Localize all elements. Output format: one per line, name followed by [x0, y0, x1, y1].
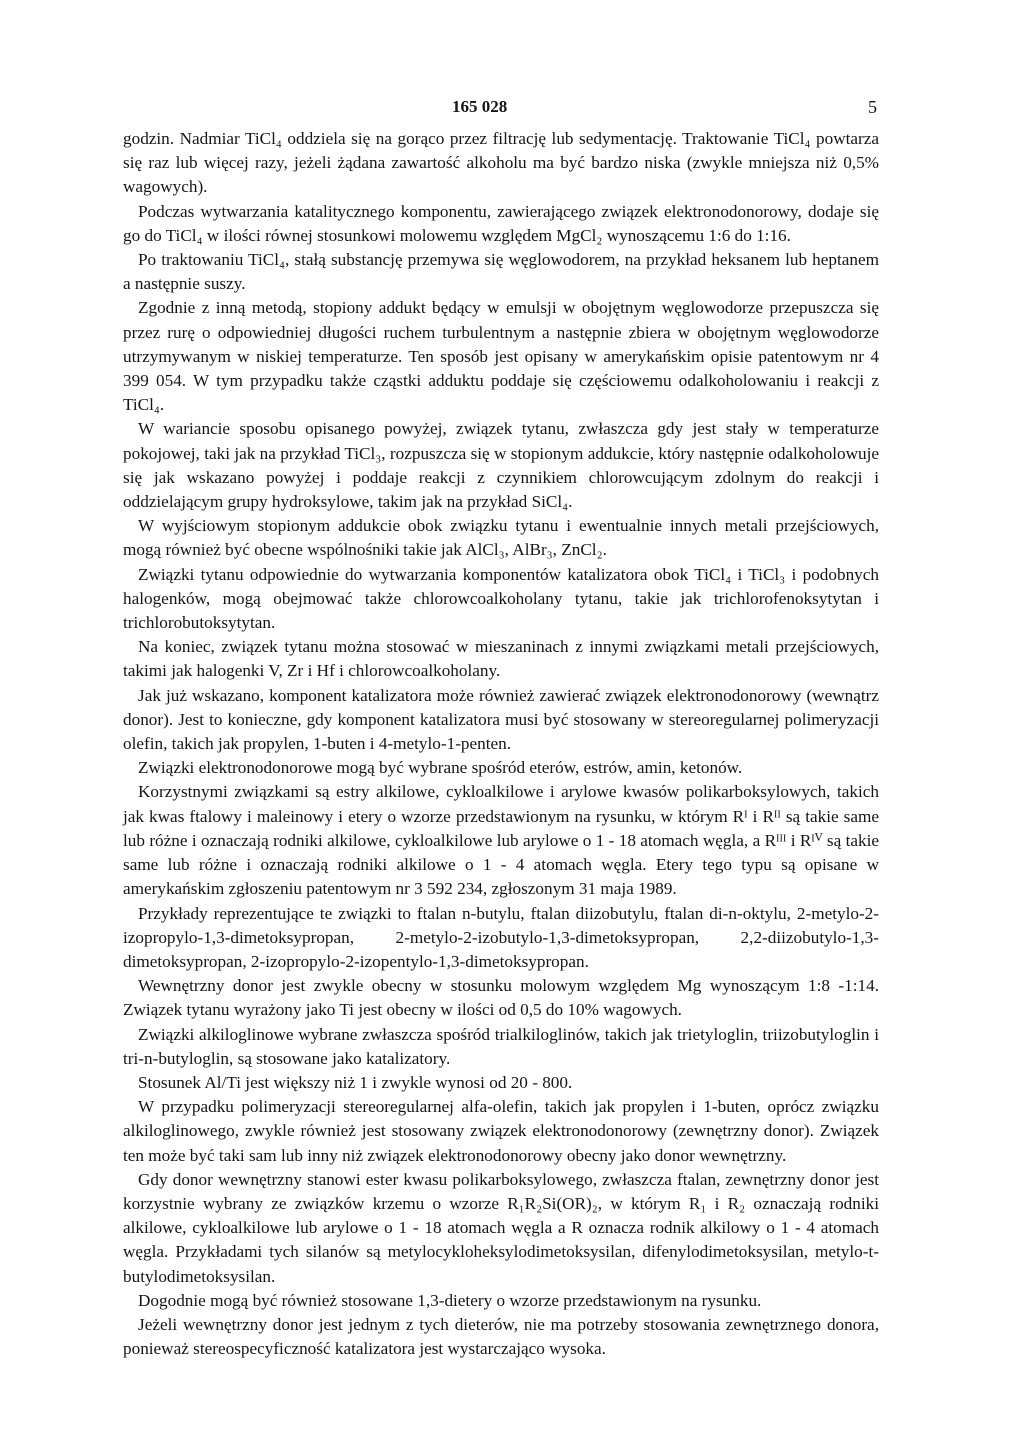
patent-number: 165 028: [452, 97, 508, 116]
paragraph: Zgodnie z inną metodą, stopiony addukt będący w emulsji w obojętnym węglowodorze przepuszcza się przez rurę o odpowiedniej długości ruchem turbulentnym a następnie zbiera w obojętnym węglowodorze utrzymywanym w niskiej temperaturze. Ten sposób jest opisany w amerykańskim opisie patentowym nr 4 399 054. W tym przypadku także cząstki adduktu poddaje się częściowemu odalkoholowaniu i reakcji z TiCl₄.: [123, 298, 879, 415]
paragraph: Gdy donor wewnętrzny stanowi ester kwasu polikarboksylowego, zwłaszcza ftalan, zewnętrzny donor jest korzystnie wybrany ze związków krzemu o wzorze R₁R₂Si(OR)₂, w którym R₁ i R₂ oznaczają rodniki alkilowe, cykloalkilowe lub arylowe o 1 - 18 atomach węgla a R oznacza rodnik alkilowy o 1 - 4 atomach węgla. Przykładami tych silanów są metylocykloheksylodimetoksysilan, difenylodimetoksysilan, metylo-t-butylodimetoksysilan.: [123, 1169, 879, 1286]
paragraph: Stosunek Al/Ti jest większy niż 1 i zwykle wynosi od 20 - 800.: [138, 1072, 573, 1092]
page-header: [0, 97, 1024, 121]
paragraph: godzin. Nadmiar TiCl₄ oddziela się na gorąco przez filtrację lub sedymentację. Traktowanie TiCl₄ powtarza się raz lub więcej razy, jeżeli żądana zawartość alkoholu ma być bardzo niska (zwykle mniejsza niż 0,5% wagowych).: [123, 129, 879, 197]
paragraph: Jak już wskazano, komponent katalizatora może również zawierać związek elektronodonorowy (wewnątrz donor). Jest to konieczne, gdy komponent katalizatora musi być stosowany w stereoregularnej polimeryzacji olefin, takich jak propylen, 1-buten i 4-metylo-1-penten.: [123, 685, 879, 754]
paragraph: Korzystnymi związkami są estry alkilowe, cykloalkilowe i arylowe kwasów polikarboksylowych, takich jak kwas ftalowy i maleinowy i etery o wzorze przedstawionym na rysunku, w którym Rᴵ i Rᴵᴵ są takie same lub różne i oznaczają rodniki alkilowe, cykloalkilowe lub arylowe o 1 - 18 atomach węgla, a Rᴵᴵᴵ i Rᴵⱽ są takie same lub różne i oznaczają rodniki alkilowe o 1 - 4 atomach węgla. Etery tego typu są opisane w amerykańskim zgłoszeniu patentowym nr 3 592 234, zgłoszonym 31 maja 1989.: [123, 782, 879, 899]
paragraph: Po traktowaniu TiCl₄, stałą substancję przemywa się węglowodorem, na przykład heksanem lub heptanem a następnie suszy.: [123, 250, 879, 294]
paragraph: W wyjściowym stopionym addukcie obok związku tytanu i ewentualnie innych metali przejściowych, mogą również być obecne wspólnośniki takie jak AlCl₃, AlBr₃, ZnCl₂.: [123, 516, 879, 560]
paragraph: Wewnętrzny donor jest zwykle obecny w stosunku molowym względem Mg wynoszącym 1:8 -1:14. Związek tytanu wyrażony jako Ti jest obecny w ilości od 0,5 do 10% wagowych.: [123, 976, 879, 1020]
paragraph: Związki elektronodonorowe mogą być wybrane spośród eterów, estrów, amin, ketonów.: [138, 758, 743, 778]
paragraph: Na koniec, związek tytanu można stosować w mieszaninach z innymi związkami metali przejściowych, takimi jak halogenki V, Zr i Hf i chlorowcoalkoholany.: [123, 637, 879, 681]
paragraph: W wariancie sposobu opisanego powyżej, związek tytanu, zwłaszcza gdy jest stały w temperaturze pokojowej, taki jak na przykład TiCl₃, rozpuszcza się w stopionym addukcie, który następnie odalkoholowuje się jak wskazano powyżej i poddaje reakcji z czynnikiem chlorowcującym zdolnym do reakcji i oddzielającym grupy hydroksylowe, takim jak na przykład SiCl₄.: [123, 419, 879, 512]
paragraph: Dogodnie mogą być również stosowane 1,3-dietery o wzorze przedstawionym na rysunku.: [138, 1290, 762, 1310]
page-number: 5: [868, 97, 877, 117]
paragraph: Związki alkiloglinowe wybrane zwłaszcza spośród trialkiloglinów, takich jak trietyloglin, triizobutyloglin i tri-n-butyloglin, są stosowane jako katalizatory.: [123, 1024, 879, 1068]
paragraph: Jeżeli wewnętrzny donor jest jednym z tych dieterów, nie ma potrzeby stosowania zewnętrznego donora, ponieważ stereospecyficzność katalizatora jest wystarczająco wysoka.: [123, 1314, 879, 1359]
paragraph: Związki tytanu odpowiednie do wytwarzania komponentów katalizatora obok TiCl₄ i TiCl₃ i podobnych halogenków, mogą obejmować także chlorowcoalkoholany tytanu, takie jak trichlorofenoksytytan i trichlorobutoksytytan.: [123, 564, 879, 633]
paragraph: Przykłady reprezentujące te związki to ftalan n-butylu, ftalan diizobutylu, ftalan di-n-oktylu, 2-metylo-2-izopropylo-1,3-dimetoksypropan, 2-metylo-2-izobutylo-1,3-dimetoksypropan, 2,2-diizobutylo-1,3-dimetoksypropan, 2-izopropylo-2-izopentylo-1,3-dimetoksypropan.: [123, 903, 879, 971]
paragraph: Podczas wytwarzania katalitycznego komponentu, zawierającego związek elektronodonorowy, dodaje się go do TiCl₄ w ilości równej stosunkowi molowemu względem MgCl₂ wynoszącemu 1:6 do 1:16.: [123, 201, 879, 245]
paragraph: W przypadku polimeryzacji stereoregularnej alfa-olefin, takich jak propylen i 1-buten, oprócz związku alkiloglinowego, zwykle również jest stosowany związek elektronodonorowy (zewnętrzny donor). Związek ten może być taki sam lub inny niż związek elektronodonorowy obecny jako donor wewnętrzny.: [123, 1097, 879, 1165]
document-body: [123, 127, 879, 1361]
